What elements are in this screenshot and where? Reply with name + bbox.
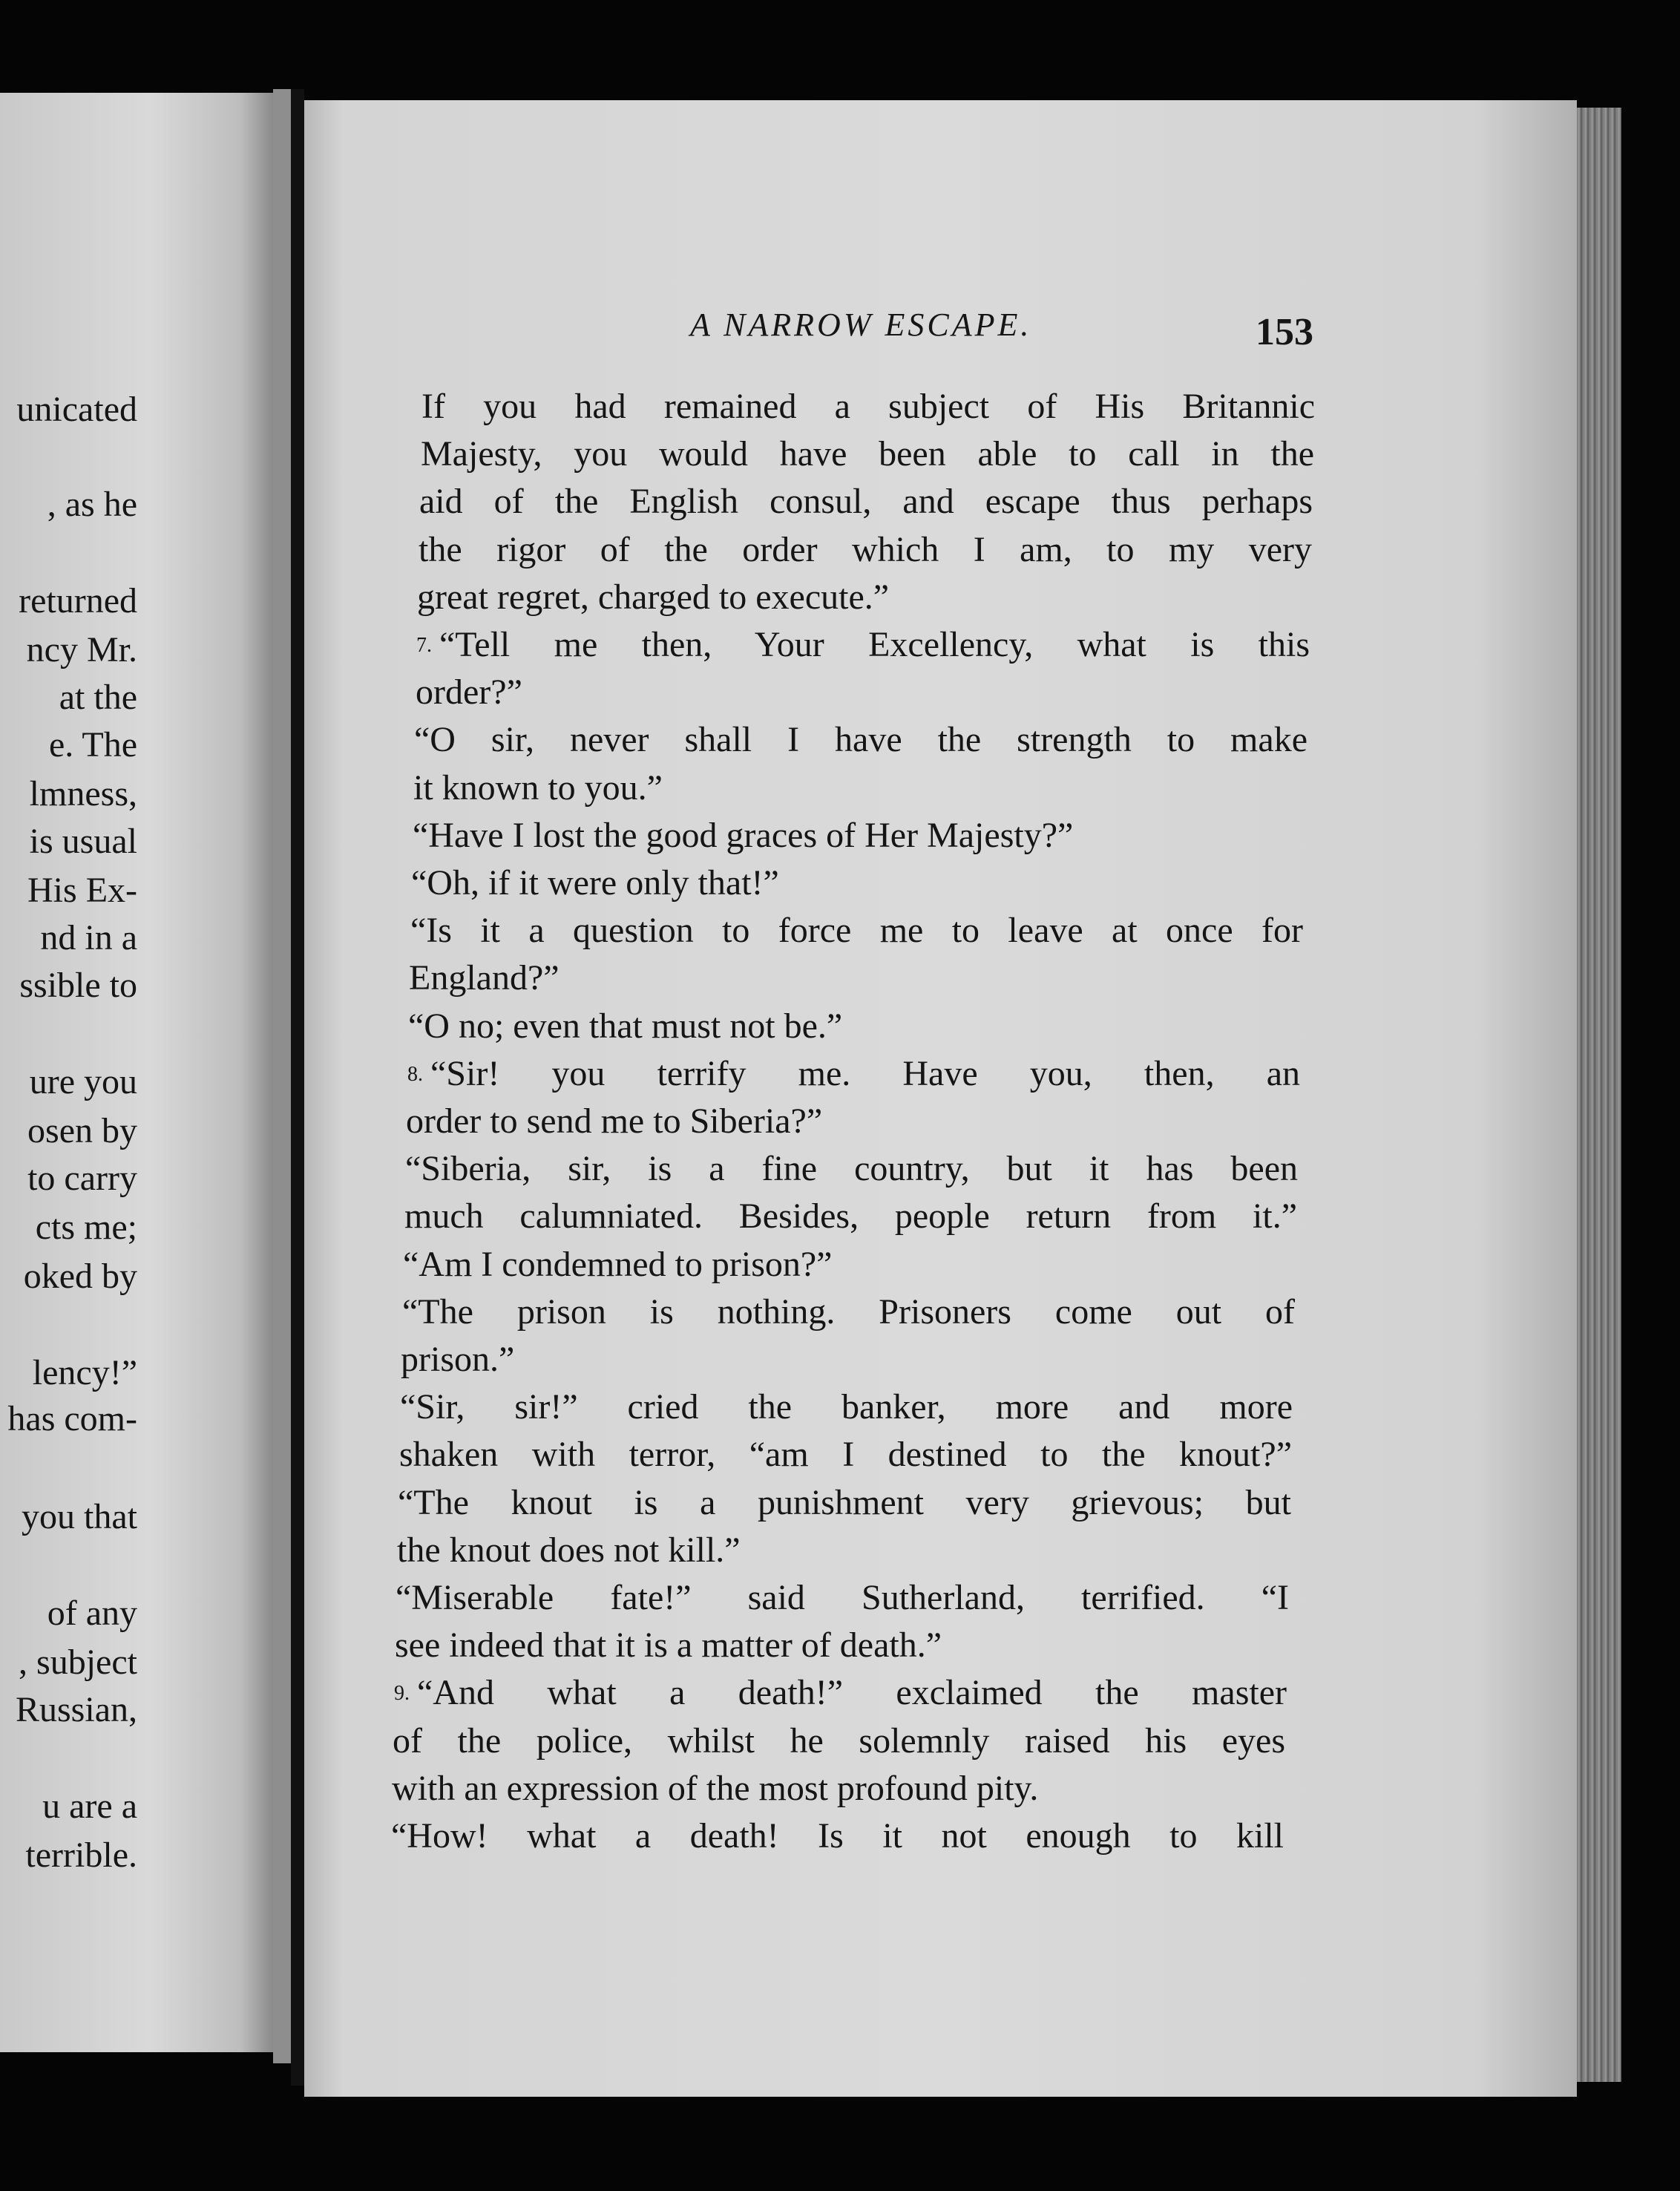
text-line: [402, 1291, 1295, 1332]
text-line: [398, 1482, 1291, 1522]
gutter-fold: [291, 89, 304, 2086]
left-page-line-fragment: lmness,: [29, 774, 137, 813]
text-line-content: aid of the English consul, and escape thus perhaps: [419, 482, 1313, 522]
text-line: [393, 1720, 1285, 1761]
left-page-line-fragment: has com-: [7, 1399, 137, 1438]
text-line-content: “Is it a question to force me to leave at once for: [410, 911, 1303, 951]
left-page-line-fragment: is usual: [29, 822, 137, 861]
text-line: [397, 1530, 741, 1570]
text-line-content: “Sir! you terrify me. Have you, then, an: [430, 1053, 1300, 1093]
text-line: [400, 1389, 1293, 1425]
text-line: [419, 529, 1312, 569]
text-line-content: see indeed that it is a matter of death.”: [395, 1625, 942, 1666]
page-number: 153: [1256, 311, 1313, 353]
left-page-line-fragment: ssible to: [19, 966, 137, 1005]
text-line: [416, 672, 522, 713]
text-line: [417, 577, 890, 617]
left-page-line-fragment: Russian,: [15, 1690, 137, 1729]
left-page-line-fragment: oked by: [23, 1257, 137, 1296]
text-line: [421, 436, 1314, 472]
text-line-content: it known to you.”: [413, 767, 663, 808]
left-page-line-fragment: returned: [19, 581, 137, 620]
left-page-line-fragment: to carry: [27, 1159, 137, 1198]
left-page-line-fragment: u are a: [42, 1786, 137, 1826]
paragraph-number: 9.: [394, 1682, 410, 1706]
left-page-line-fragment: terrible.: [25, 1835, 137, 1875]
text-line: [391, 1818, 1284, 1854]
text-line: [409, 960, 560, 996]
text-line-content: the knout does not kill.”: [397, 1530, 741, 1570]
text-line-content: “O no; even that must not be.”: [408, 1006, 843, 1046]
left-page-line-fragment: of any: [47, 1594, 137, 1633]
text-line: [396, 1580, 1289, 1616]
text-line-content: “Tell me then, Your Excellency, what is this: [439, 625, 1310, 664]
text-line-content: much calumniated. Besides, people return from it.”: [404, 1196, 1297, 1237]
text-line-content: England?”: [409, 958, 560, 998]
text-line: [414, 722, 1307, 758]
text-line: [421, 389, 1315, 425]
text-line-content: of the police, whilst he solemnly raised his eyes: [393, 1720, 1285, 1761]
text-line-content: “Siberia, sir, is a fine country, but it has been: [405, 1149, 1298, 1189]
left-page-line-fragment: cts me;: [35, 1208, 137, 1247]
text-line: [419, 484, 1313, 520]
left-page-line-fragment: osen by: [27, 1111, 137, 1150]
text-line: [404, 1196, 1297, 1237]
text-line-content: “How! what a death! Is it not enough to kill: [391, 1816, 1284, 1856]
paragraph-number: 8.: [407, 1062, 423, 1086]
text-line: [411, 865, 779, 901]
text-line-content: “The prison is nothing. Prisoners come out of: [402, 1291, 1295, 1332]
text-line: [399, 1437, 1292, 1473]
text-line-content: “And what a death!” exclaimed the master: [417, 1673, 1287, 1713]
text-line-content: If you had remained a subject of His Britannic: [421, 387, 1315, 426]
left-page-line-fragment: , subject: [19, 1643, 137, 1682]
page-edges: [1577, 108, 1621, 2082]
previous-page: [0, 93, 273, 2052]
text-line-content: “Sir, sir!” cried the banker, more and more: [400, 1387, 1293, 1427]
text-line-content: great regret, charged to execute.”: [417, 577, 890, 617]
left-page-line-fragment: lency!”: [32, 1353, 137, 1392]
text-line-content: shaken with terror, “am I destined to the knout?”: [399, 1435, 1292, 1475]
text-line: [401, 1342, 514, 1378]
text-line-content: “Have I lost the good graces of Her Majesty?”: [413, 815, 1074, 855]
text-line: [392, 1768, 1039, 1808]
text-line-content: “O sir, never shall I have the strength to make: [414, 720, 1307, 760]
text-line: [410, 913, 1303, 949]
left-page-line-fragment: His Ex-: [27, 871, 137, 910]
text-line: [395, 1625, 942, 1666]
text-line: [416, 627, 1310, 663]
text-line: [413, 767, 663, 808]
text-line-content: “Am I condemned to prison?”: [403, 1244, 833, 1284]
text-line: [405, 1151, 1298, 1187]
text-line: [407, 1053, 1300, 1093]
left-page-line-fragment: you that: [22, 1497, 137, 1536]
left-page-line-fragment: unicated: [16, 390, 137, 429]
text-line-content: Majesty, you would have been able to call in the: [421, 434, 1314, 474]
running-head: A NARROW ESCAPE.: [690, 307, 1032, 343]
text-line-content: order to send me to Siberia?”: [406, 1101, 823, 1141]
left-page-line-fragment: , as he: [47, 485, 137, 524]
text-line-content: “The knout is a punishment very grievous; but: [398, 1482, 1291, 1522]
left-page-line-fragment: at the: [59, 678, 137, 717]
left-page-line-fragment: nd in a: [40, 918, 137, 957]
text-line: [403, 1244, 833, 1284]
text-line: [394, 1675, 1287, 1711]
text-line-content: with an expression of the most profound pity.: [392, 1768, 1039, 1808]
text-line: [408, 1006, 843, 1046]
text-line-content: prison.”: [401, 1340, 515, 1379]
text-line-content: “Oh, if it were only that!”: [411, 863, 779, 903]
left-page-line-fragment: ncy Mr.: [26, 630, 137, 669]
text-line: [406, 1101, 823, 1141]
text-line-content: order?”: [416, 672, 522, 713]
text-line-content: “Miserable fate!” said Sutherland, terrified. “I: [396, 1578, 1289, 1617]
text-line-content: the rigor of the order which I am, to my very: [419, 529, 1312, 569]
left-page-line-fragment: ure you: [29, 1062, 137, 1101]
left-page-line-fragment: e. The: [48, 725, 137, 764]
gutter-shadow: [273, 89, 291, 2063]
paragraph-number: 7.: [416, 634, 432, 657]
text-line: [413, 815, 1074, 855]
